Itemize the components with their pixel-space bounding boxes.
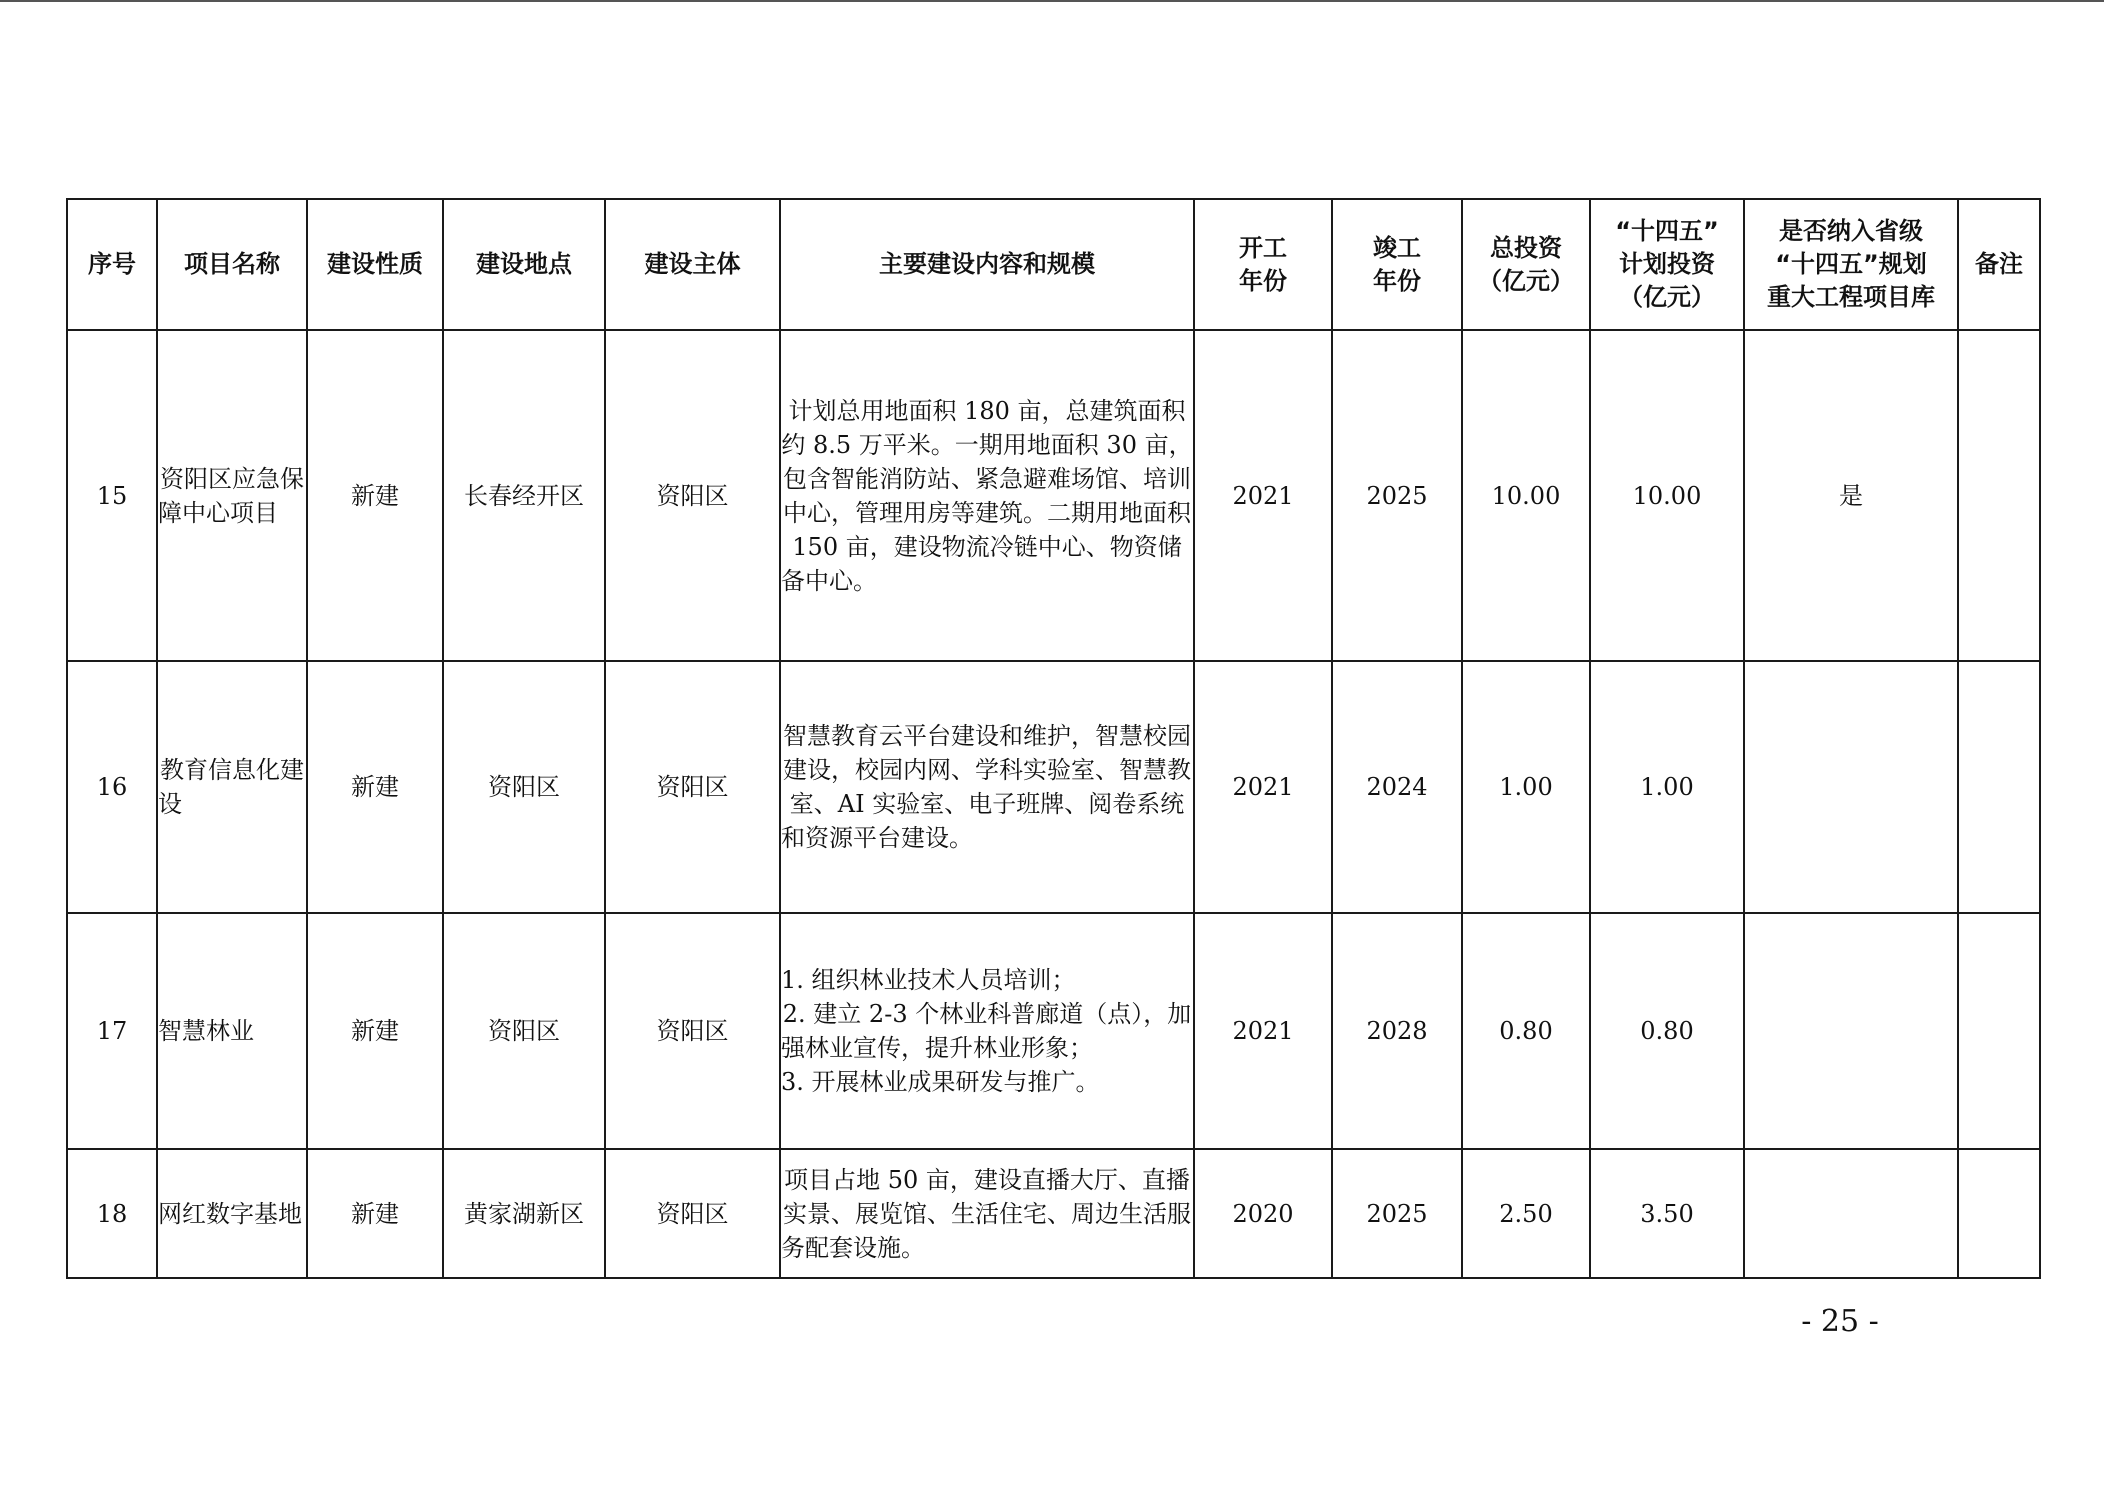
cell-start-year: 2021: [1194, 330, 1332, 661]
header-included-line: 是否纳入省级: [1779, 217, 1923, 245]
header-included: [1744, 199, 1958, 330]
header-plan-investment-line: 计划投资: [1619, 250, 1715, 278]
cell-location: 黄家湖新区: [443, 1149, 605, 1278]
cell-total-investment: 0.80: [1462, 913, 1590, 1149]
table-row: [67, 330, 2040, 661]
cell-name: 教育信息化建设: [157, 661, 307, 913]
cell-end-year: 2025: [1332, 1149, 1462, 1278]
table-row: [67, 913, 2040, 1149]
header-start-year-line: 开工: [1239, 233, 1287, 262]
cell-remark: [1958, 1149, 2040, 1278]
cell-name: 资阳区应急保障中心项目: [157, 330, 307, 661]
cell-end-year: 2024: [1332, 661, 1462, 913]
cell-included: 是: [1744, 330, 1958, 661]
cell-entity: 资阳区: [605, 330, 780, 661]
cell-included: [1744, 1149, 1958, 1278]
content-list-item: 3. 开展林业成果研发与推广。: [781, 1068, 1100, 1096]
cell-plan-investment: 3.50: [1590, 1149, 1744, 1278]
header-end-year: [1332, 199, 1462, 330]
header-end-year-line: 年份: [1373, 266, 1421, 295]
cell-content: 计划总用地面积 180 亩，总建筑面积约 8.5 万平米。一期用地面积 30 亩，包含智能消防站、紧急避难场馆、培训中心，管理用房等建筑。二期用地面积 150 亩，建设物流冷链中心、物资储备中心。: [780, 330, 1194, 661]
cell-remark: [1958, 330, 2040, 661]
page-number: - 25 -: [1801, 1304, 1879, 1339]
page-top-rule: [0, 0, 2104, 2]
cell-seq: 16: [67, 661, 157, 913]
cell-start-year: 2021: [1194, 913, 1332, 1149]
header-start-year-line: 年份: [1239, 266, 1287, 295]
cell-content: [780, 913, 1194, 1149]
cell-location: 资阳区: [443, 661, 605, 913]
table-row: [67, 661, 2040, 913]
cell-name: 智慧林业: [157, 913, 307, 1149]
header-included-line: 重大工程项目库: [1767, 283, 1935, 311]
cell-seq: 18: [67, 1149, 157, 1278]
header-total-investment-line: 总投资: [1490, 233, 1562, 262]
header-nature: 建设性质: [307, 199, 443, 330]
cell-end-year: 2025: [1332, 330, 1462, 661]
table-row: [67, 1149, 2040, 1278]
cell-location: 长春经开区: [443, 330, 605, 661]
header-start-year: [1194, 199, 1332, 330]
cell-total-investment: 2.50: [1462, 1149, 1590, 1278]
cell-entity: 资阳区: [605, 1149, 780, 1278]
cell-name: 网红数字基地: [157, 1149, 307, 1278]
header-plan-investment-line: （亿元）: [1619, 283, 1715, 311]
cell-entity: 资阳区: [605, 661, 780, 913]
cell-content: 项目占地 50 亩，建设直播大厅、直播实景、展览馆、生活住宅、周边生活服务配套设施。: [780, 1149, 1194, 1278]
cell-plan-investment: 0.80: [1590, 913, 1744, 1149]
cell-remark: [1958, 913, 2040, 1149]
header-content: 主要建设内容和规模: [780, 199, 1194, 330]
cell-nature: 新建: [307, 1149, 443, 1278]
header-plan-investment-line: “十四五”: [1615, 217, 1719, 245]
header-included-line: “十四五”规划: [1775, 250, 1927, 278]
cell-plan-investment: 10.00: [1590, 330, 1744, 661]
cell-location: 资阳区: [443, 913, 605, 1149]
cell-remark: [1958, 661, 2040, 913]
cell-entity: 资阳区: [605, 913, 780, 1149]
content-list-item: 1. 组织林业技术人员培训；: [781, 966, 1076, 994]
header-entity: 建设主体: [605, 199, 780, 330]
table-header-row: [67, 199, 2040, 330]
header-seq: 序号: [67, 199, 157, 330]
cell-nature: 新建: [307, 330, 443, 661]
cell-nature: 新建: [307, 661, 443, 913]
header-end-year-line: 竣工: [1373, 233, 1421, 262]
header-total-investment-line: （亿元）: [1478, 266, 1574, 295]
cell-content: 智慧教育云平台建设和维护，智慧校园建设，校园内网、学科实验室、智慧教室、AI 实验室、电子班牌、阅卷系统和资源平台建设。: [780, 661, 1194, 913]
cell-nature: 新建: [307, 913, 443, 1149]
header-total-investment: [1462, 199, 1590, 330]
cell-included: [1744, 661, 1958, 913]
cell-seq: 17: [67, 913, 157, 1149]
cell-included: [1744, 913, 1958, 1149]
projects-table: [66, 198, 2041, 1279]
cell-seq: 15: [67, 330, 157, 661]
header-remark: 备注: [1958, 199, 2040, 330]
cell-start-year: 2021: [1194, 661, 1332, 913]
cell-end-year: 2028: [1332, 913, 1462, 1149]
header-name: 项目名称: [157, 199, 307, 330]
header-plan-investment: [1590, 199, 1744, 330]
cell-total-investment: 1.00: [1462, 661, 1590, 913]
cell-plan-investment: 1.00: [1590, 661, 1744, 913]
cell-start-year: 2020: [1194, 1149, 1332, 1278]
cell-total-investment: 10.00: [1462, 330, 1590, 661]
content-list-item: 2. 建立 2-3 个林业科普廊道（点），加强林业宣传，提升林业形象；: [781, 1000, 1192, 1062]
header-location: 建设地点: [443, 199, 605, 330]
